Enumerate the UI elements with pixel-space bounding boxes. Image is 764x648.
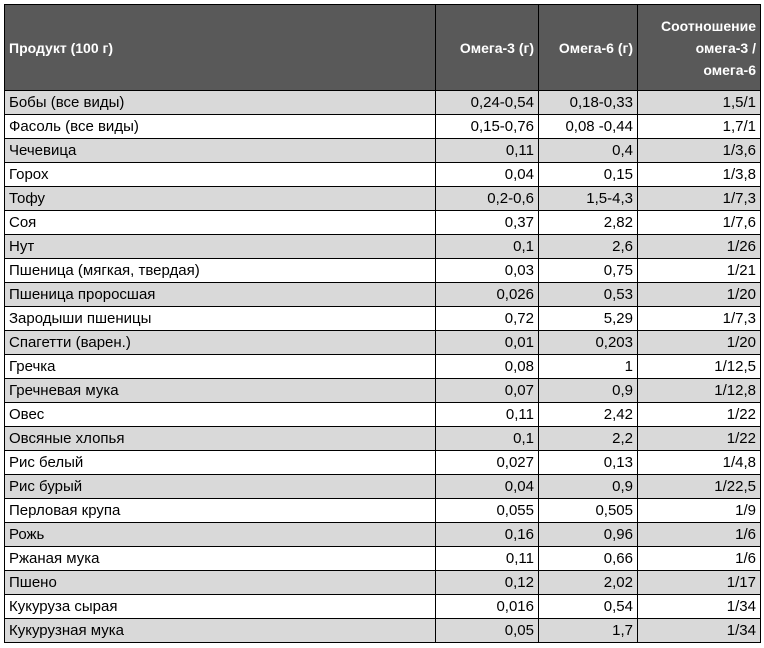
- cell-omega3: 0,04: [436, 475, 539, 499]
- cell-product: Соя: [5, 211, 436, 235]
- cell-omega6: 0,15: [539, 163, 638, 187]
- table-row: [5, 403, 761, 427]
- cell-omega6: 0,96: [539, 523, 638, 547]
- cell-omega3: 0,11: [436, 139, 539, 163]
- cell-ratio: 1/21: [638, 259, 761, 283]
- table-header: [5, 5, 761, 91]
- cell-omega6: 5,29: [539, 307, 638, 331]
- cell-omega3: 0,15-0,76: [436, 115, 539, 139]
- cell-omega3: 0,24-0,54: [436, 91, 539, 115]
- cell-ratio: 1/6: [638, 547, 761, 571]
- cell-product: Спагетти (варен.): [5, 331, 436, 355]
- cell-omega6: 0,66: [539, 547, 638, 571]
- cell-product: Зародыши пшеницы: [5, 307, 436, 331]
- cell-product: Горох: [5, 163, 436, 187]
- cell-omega6: 2,42: [539, 403, 638, 427]
- cell-omega3: 0,026: [436, 283, 539, 307]
- cell-product: Кукуруза сырая: [5, 595, 436, 619]
- cell-product: Гречка: [5, 355, 436, 379]
- cell-omega6: 0,18-0,33: [539, 91, 638, 115]
- cell-ratio: 1/12,8: [638, 379, 761, 403]
- table-row: [5, 499, 761, 523]
- cell-ratio: 1/9: [638, 499, 761, 523]
- cell-ratio: 1/22: [638, 427, 761, 451]
- cell-omega3: 0,12: [436, 571, 539, 595]
- cell-product: Овсяные хлопья: [5, 427, 436, 451]
- cell-omega3: 0,72: [436, 307, 539, 331]
- header-ratio-line2: омега-3 /: [695, 39, 756, 56]
- cell-product: Рожь: [5, 523, 436, 547]
- cell-omega6: 0,13: [539, 451, 638, 475]
- table-row: [5, 163, 761, 187]
- cell-ratio: 1/12,5: [638, 355, 761, 379]
- cell-product: Перловая крупа: [5, 499, 436, 523]
- table-row: [5, 619, 761, 643]
- cell-omega6: 0,4: [539, 139, 638, 163]
- cell-product: Бобы (все виды): [5, 91, 436, 115]
- cell-omega6: 0,75: [539, 259, 638, 283]
- table-row: [5, 355, 761, 379]
- cell-ratio: 1,5/1: [638, 91, 761, 115]
- cell-ratio: 1/7,3: [638, 307, 761, 331]
- cell-omega3: 0,03: [436, 259, 539, 283]
- cell-omega3: 0,08: [436, 355, 539, 379]
- omega-table: [4, 4, 761, 643]
- table-row: [5, 211, 761, 235]
- header-ratio-line1: Соотношение: [660, 17, 756, 34]
- cell-omega3: 0,2-0,6: [436, 187, 539, 211]
- table-row: [5, 379, 761, 403]
- table-row: [5, 571, 761, 595]
- table-row: [5, 451, 761, 475]
- cell-ratio: 1/3,6: [638, 139, 761, 163]
- cell-product: Рис белый: [5, 451, 436, 475]
- table-row: [5, 427, 761, 451]
- cell-ratio: 1/7,3: [638, 187, 761, 211]
- cell-omega6: 0,9: [539, 475, 638, 499]
- cell-ratio: 1/17: [638, 571, 761, 595]
- table-row: [5, 259, 761, 283]
- cell-omega6: 2,2: [539, 427, 638, 451]
- cell-product: Пшеница проросшая: [5, 283, 436, 307]
- cell-omega3: 0,16: [436, 523, 539, 547]
- cell-product: Овес: [5, 403, 436, 427]
- cell-omega6: 1,5-4,3: [539, 187, 638, 211]
- cell-product: Рис бурый: [5, 475, 436, 499]
- table-row: [5, 115, 761, 139]
- table-row: [5, 139, 761, 163]
- table-row: [5, 283, 761, 307]
- table-row: [5, 307, 761, 331]
- cell-omega6: 0,53: [539, 283, 638, 307]
- cell-omega3: 0,01: [436, 331, 539, 355]
- table-row: [5, 595, 761, 619]
- table-row: [5, 523, 761, 547]
- cell-ratio: 1/20: [638, 331, 761, 355]
- table-row: [5, 331, 761, 355]
- cell-product: Пшено: [5, 571, 436, 595]
- cell-omega3: 0,07: [436, 379, 539, 403]
- cell-omega3: 0,04: [436, 163, 539, 187]
- cell-omega6: 0,54: [539, 595, 638, 619]
- cell-product: Гречневая мука: [5, 379, 436, 403]
- cell-product: Чечевица: [5, 139, 436, 163]
- cell-product: Нут: [5, 235, 436, 259]
- cell-omega6: 0,08 -0,44: [539, 115, 638, 139]
- header-row: [5, 5, 761, 91]
- cell-ratio: 1/34: [638, 619, 761, 643]
- cell-omega6: 1,7: [539, 619, 638, 643]
- cell-omega6: 0,505: [539, 499, 638, 523]
- cell-ratio: 1/4,8: [638, 451, 761, 475]
- table-row: [5, 187, 761, 211]
- header-omega3: Омега-3 (г): [436, 5, 539, 91]
- cell-ratio: 1/3,8: [638, 163, 761, 187]
- cell-ratio: 1/26: [638, 235, 761, 259]
- cell-omega3: 0,11: [436, 547, 539, 571]
- cell-ratio: 1/22,5: [638, 475, 761, 499]
- cell-ratio: 1/20: [638, 283, 761, 307]
- cell-omega3: 0,37: [436, 211, 539, 235]
- cell-product: Пшеница (мягкая, твердая): [5, 259, 436, 283]
- cell-product: Тофу: [5, 187, 436, 211]
- cell-ratio: 1/22: [638, 403, 761, 427]
- cell-product: Кукурузная мука: [5, 619, 436, 643]
- header-ratio: [638, 5, 761, 91]
- table-row: [5, 547, 761, 571]
- cell-omega3: 0,1: [436, 235, 539, 259]
- header-omega6: Омега-6 (г): [539, 5, 638, 91]
- cell-omega3: 0,055: [436, 499, 539, 523]
- cell-omega3: 0,016: [436, 595, 539, 619]
- cell-omega3: 0,1: [436, 427, 539, 451]
- table-row: [5, 235, 761, 259]
- cell-ratio: 1/7,6: [638, 211, 761, 235]
- cell-omega6: 1: [539, 355, 638, 379]
- cell-omega6: 0,203: [539, 331, 638, 355]
- cell-omega3: 0,05: [436, 619, 539, 643]
- header-ratio-line3: омега-6: [703, 61, 756, 78]
- cell-omega6: 2,82: [539, 211, 638, 235]
- header-product: Продукт (100 г): [5, 5, 436, 91]
- cell-ratio: 1/6: [638, 523, 761, 547]
- cell-omega6: 0,9: [539, 379, 638, 403]
- table-row: [5, 475, 761, 499]
- cell-omega6: 2,02: [539, 571, 638, 595]
- table-row: [5, 91, 761, 115]
- cell-ratio: 1/34: [638, 595, 761, 619]
- cell-omega3: 0,11: [436, 403, 539, 427]
- cell-product: Фасоль (все виды): [5, 115, 436, 139]
- cell-omega3: 0,027: [436, 451, 539, 475]
- table-body: [5, 91, 761, 643]
- cell-ratio: 1,7/1: [638, 115, 761, 139]
- cell-product: Ржаная мука: [5, 547, 436, 571]
- cell-omega6: 2,6: [539, 235, 638, 259]
